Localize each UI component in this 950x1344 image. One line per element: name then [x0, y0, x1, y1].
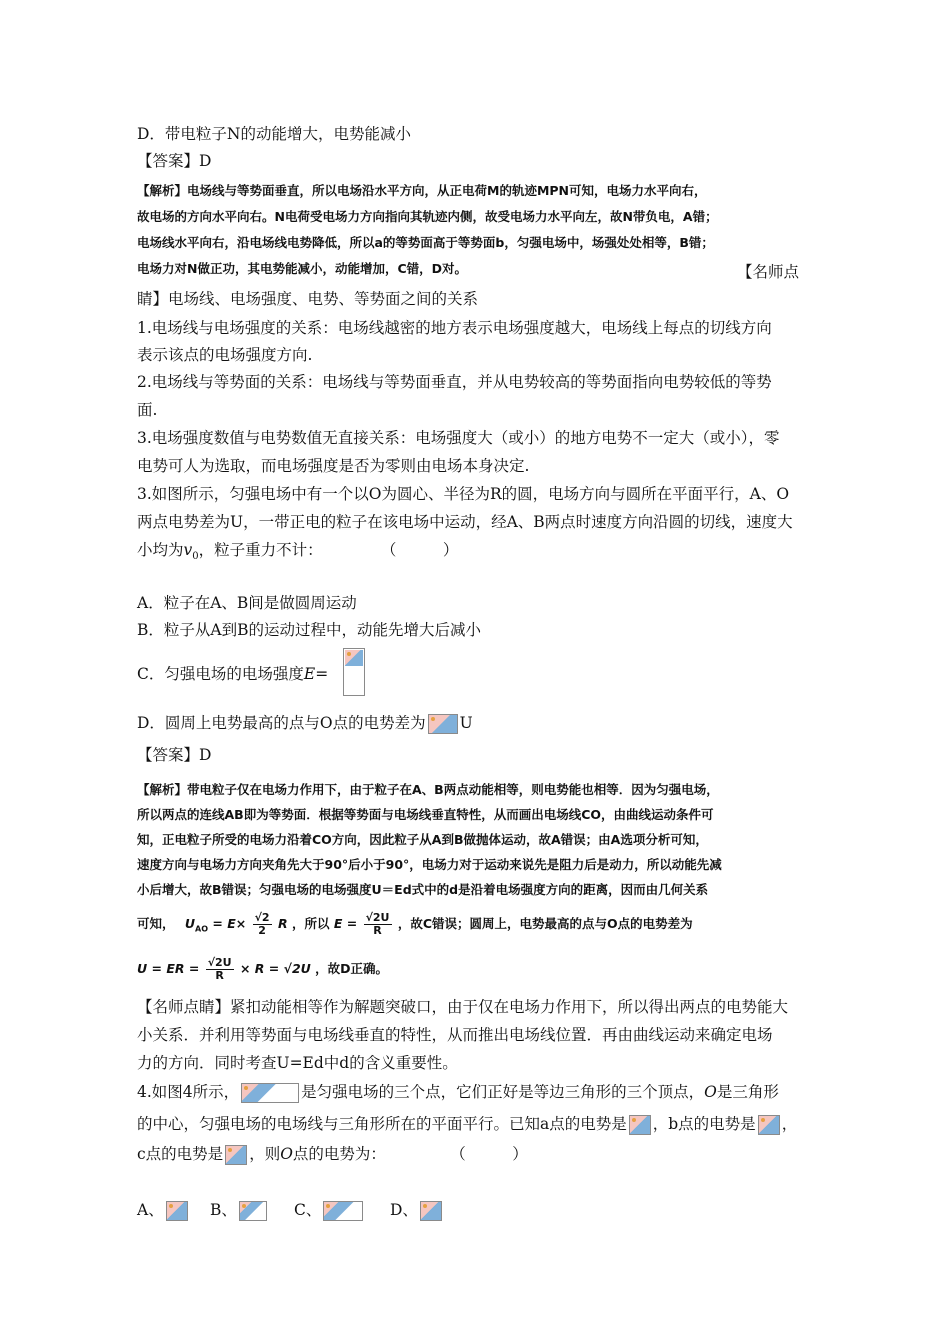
text: 小均为	[137, 541, 184, 559]
analysis-line-2: 故电场的方向水平向右。N电荷受电场力方向指向其轨迹内侧，故受电场力水平向左，故N带负电，A错；	[137, 209, 718, 224]
option-a: A．粒子在A、B间是做圆周运动	[137, 594, 357, 612]
question-3-line-1: 3.如图所示，匀强电场中有一个以O为圆心、半径为R的圆，电场方向与圆所在平面平行，A、O	[137, 485, 790, 503]
formula-image	[343, 648, 365, 696]
formula-image	[420, 1201, 442, 1221]
answer-bracket: （ ）	[457, 1145, 528, 1163]
analysis-line-4: 电场力对N做正功，其电势能减小，动能增加，C错，D对。	[137, 261, 468, 276]
formula-image	[323, 1201, 363, 1221]
option-c-4	[294, 1200, 365, 1221]
fraction	[253, 912, 272, 937]
text: ，故C错误；圆周上，电势最高的点与O点的电势差为	[397, 916, 693, 931]
text: 是匀强电场的三个点，它们正好是等边三角形的三个顶点，	[301, 1083, 705, 1101]
option-d-line	[137, 124, 411, 144]
question-4-line-3	[137, 1144, 528, 1165]
answer-label-2: 【答案】D	[137, 746, 212, 764]
equation: × R = √2U	[239, 961, 311, 976]
o-symbol: O	[280, 1145, 293, 1163]
point-2-line-1: 2.电场线与等势面的关系：电场线与等势面垂直，并从电势较高的等势面指向电势较低的等势	[137, 373, 772, 391]
teacher-note-heading: 睛】电场线、电场强度、电势、等势面之间的关系	[137, 290, 479, 308]
option-b: B．粒子从A到B的运动过程中，动能先增大后减小	[137, 621, 481, 639]
answer-label	[137, 151, 211, 171]
subscript: AO	[195, 924, 209, 934]
formula-image	[629, 1115, 651, 1135]
question-4-line-2	[137, 1114, 797, 1135]
numerator: √2U	[365, 911, 390, 924]
v-symbol: v	[183, 541, 193, 559]
option-d-4	[390, 1200, 444, 1221]
formula-image	[225, 1145, 247, 1165]
denominator: R	[373, 924, 382, 937]
analysis-line-3: 电场线水平向右，沿电场线电势降低，所以a的等势面高于等势面b，匀强电场中，场强处处相等，B错；	[137, 235, 714, 250]
formula-image	[166, 1201, 188, 1221]
note2-line-1: 【名师点睛】紧扣动能相等作为解题突破口，由于仅在电场力作用下，所以得出两点的电势能大	[137, 998, 789, 1016]
analysis2-line-3: 知，正电粒子所受的电场力沿着CO方向，因此粒子从A到B做抛体运动，故A错误；由A选项分析可知，	[137, 832, 708, 847]
formula-image	[239, 1201, 267, 1221]
point-2-line-2: 面.	[137, 401, 158, 419]
fraction	[206, 957, 234, 982]
text: ，b点的电势是	[652, 1115, 756, 1133]
text: 4.如图4所示，	[137, 1083, 240, 1101]
fraction	[364, 912, 392, 937]
option-d	[137, 713, 473, 734]
point-1-line-2: 表示该点的电场强度方向.	[137, 346, 313, 364]
o-symbol: O	[704, 1083, 717, 1101]
text: ，	[781, 1115, 798, 1133]
equation: = E×	[212, 916, 247, 931]
equation: R	[277, 916, 288, 931]
text: c点的电势是	[137, 1145, 224, 1163]
u-symbol: U	[459, 714, 473, 732]
label: B、	[210, 1201, 237, 1219]
numerator: √2	[254, 911, 270, 924]
option-a-4	[137, 1200, 190, 1221]
answer-bracket: （ ）	[388, 541, 459, 559]
text: ，则	[249, 1145, 281, 1163]
analysis2-line-1: 【解析】带电粒子仅在电场力作用下，由于粒子在A、B两点动能相等，则电势能也相等．因为匀强电场，	[137, 782, 719, 797]
text: D．带电粒子N的动能增大，电势能减小	[137, 125, 411, 143]
formula-image	[428, 714, 458, 734]
question-3-line-3	[137, 540, 458, 567]
denominator: R	[215, 969, 224, 982]
point-3-line-1: 3.电场强度数值与电势数值无直接关系：电场强度大（或小）的地方电势不一定大（或小），零	[137, 429, 780, 447]
text: ，故D正确。	[315, 961, 389, 976]
equation: U	[184, 916, 196, 931]
v-subscript: 0	[192, 551, 199, 563]
analysis2-line-7	[137, 957, 388, 982]
note2-line-2: 小关系．并利用等势面与电场线垂直的特性，从而推出电场线位置．再由曲线运动来确定电场	[137, 1026, 773, 1044]
analysis2-line-2: 所以两点的连线AB即为等势面．根据等势面与电场线垂直特性，从而画出电场线CO，由曲线运动条件可	[137, 807, 714, 822]
analysis2-line-6	[137, 912, 693, 939]
label: D、	[390, 1201, 418, 1219]
equals: =	[315, 665, 329, 683]
teacher-note-heading-start: 【名师点	[737, 263, 800, 281]
formula-image	[241, 1083, 299, 1103]
text: 的中心，匀强电场的电场线与三角形所在的平面平行。已知a点的电势是	[137, 1115, 627, 1133]
text: ，粒子重力不计：	[198, 541, 323, 559]
text: 是三角形	[716, 1083, 779, 1101]
label: C、	[294, 1201, 322, 1219]
numerator: √2U	[207, 956, 232, 969]
denominator: 2	[258, 924, 266, 937]
text: D．圆周上电势最高的点与O点的电势差为	[137, 714, 426, 732]
formula-image	[758, 1115, 780, 1135]
analysis-line-1: 【解析】电场线与等势面垂直，所以电场沿水平方向，从正电荷M的轨迹MPN可知，电场力水平向右，	[137, 183, 707, 198]
label: A、	[137, 1201, 164, 1219]
option-c	[137, 664, 328, 684]
question-3-line-2: 两点电势差为U，一带正电的粒子在该电场中运动，经A、B两点时速度方向沿圆的切线，速度大	[137, 513, 793, 531]
text: ，所以	[291, 916, 330, 931]
equation: E =	[333, 916, 358, 931]
note2-line-3: 力的方向．同时考查U=Ed中d的含义重要性。	[137, 1054, 458, 1072]
point-3-line-2: 电势可人为选取，而电场强度是否为零则由电场本身决定.	[137, 457, 530, 475]
text: C．匀强电场的电场强度	[137, 665, 304, 683]
equation: U = ER =	[137, 961, 200, 976]
analysis2-line-4: 速度方向与电场力方向夹角先大于90°后小于90°，电场力对于运动来说先是阻力后是动力，所以动能先减	[137, 857, 722, 872]
text: 可知，	[137, 916, 175, 931]
text: 点的电势为：	[292, 1145, 386, 1163]
e-symbol: E	[303, 665, 316, 683]
point-1-line-1: 1.电场线与电场强度的关系：电场线越密的地方表示电场强度越大，电场线上每点的切线方向	[137, 319, 772, 337]
option-b-4	[210, 1200, 269, 1221]
analysis2-line-5: 小后增大，故B错误；匀强电场的电场强度U＝Ed式中的d是沿着电场强度方向的距离，因而由几何关系	[137, 882, 709, 897]
text: 【答案】D	[137, 152, 212, 170]
question-4-line-1	[137, 1082, 779, 1103]
